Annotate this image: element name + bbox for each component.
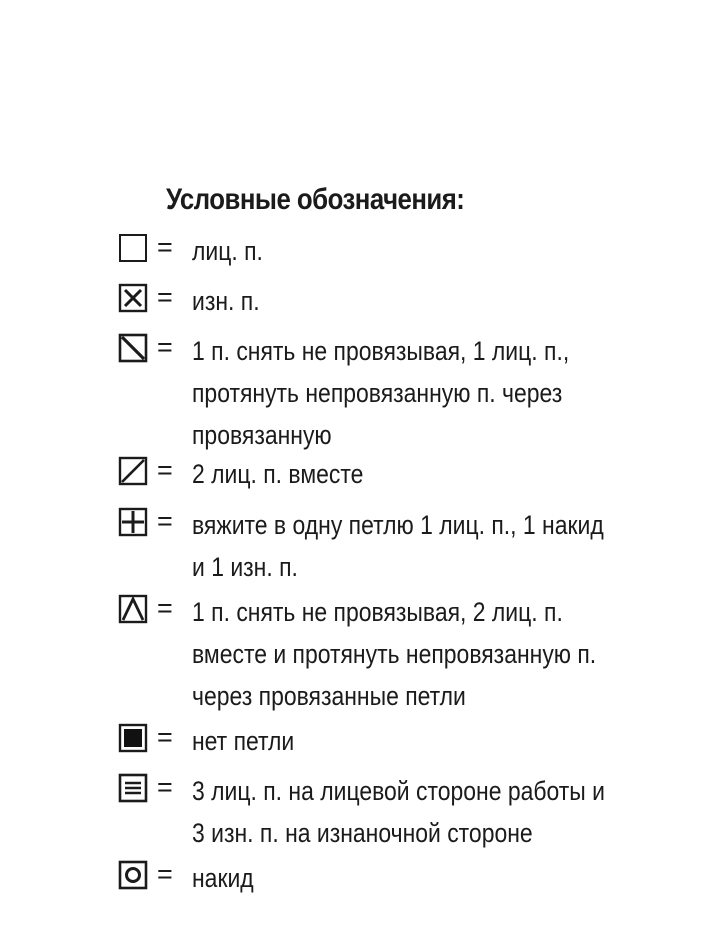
legend-description <box>192 330 569 456</box>
legend-description <box>192 280 260 322</box>
legend-line: вместе и протянуть непровязанную п. <box>192 639 597 669</box>
filled-square-icon <box>118 723 148 753</box>
triangle-square-icon <box>118 594 148 624</box>
legend-line: и 1 изн. п. <box>192 552 298 582</box>
legend-line: 1 п. снять не провязывая, 1 лиц. п., <box>192 336 570 366</box>
legend-line: 2 лиц. п. вместе <box>192 459 364 489</box>
legend-description <box>192 720 294 762</box>
equals-sign: = <box>157 232 173 262</box>
legend-line: 3 изн. п. на изнаночной стороне <box>192 818 533 848</box>
legend-line: накид <box>192 863 254 893</box>
empty-square-icon <box>118 233 148 263</box>
legend-line: 3 лиц. п. на лицевой стороне работы и <box>192 776 605 806</box>
equals-sign: = <box>157 722 173 752</box>
equals-sign: = <box>157 593 173 623</box>
legend-line: нет петли <box>192 726 295 756</box>
equals-sign: = <box>157 332 173 362</box>
legend-description <box>192 857 254 899</box>
legend-description <box>192 504 604 588</box>
equals-sign: = <box>157 772 173 802</box>
legend-line: протянуть непровязанную п. через <box>192 378 563 408</box>
equals-square-icon <box>118 773 148 803</box>
legend-line: через провязанные петли <box>192 681 466 711</box>
legend-line: изн. п. <box>192 286 260 316</box>
circle-square-icon <box>118 860 148 890</box>
slash-square-icon <box>118 456 148 486</box>
equals-sign: = <box>157 859 173 889</box>
equals-sign: = <box>157 455 173 485</box>
equals-sign: = <box>157 282 173 312</box>
legend-title: Условные обозначения: <box>166 183 465 216</box>
legend-description <box>192 453 363 495</box>
legend-description <box>192 770 605 854</box>
legend-line: лиц. п. <box>192 236 263 266</box>
legend-description <box>192 230 263 272</box>
legend-line: провязанную <box>192 420 332 450</box>
x-square-icon <box>118 283 148 313</box>
backslash-square-icon <box>118 333 148 363</box>
legend-line: 1 п. снять не провязывая, 2 лиц. п. <box>192 597 563 627</box>
equals-sign: = <box>157 506 173 536</box>
legend-description <box>192 591 596 717</box>
plus-square-icon <box>118 507 148 537</box>
legend-line: вяжите в одну петлю 1 лиц. п., 1 накид <box>192 510 604 540</box>
